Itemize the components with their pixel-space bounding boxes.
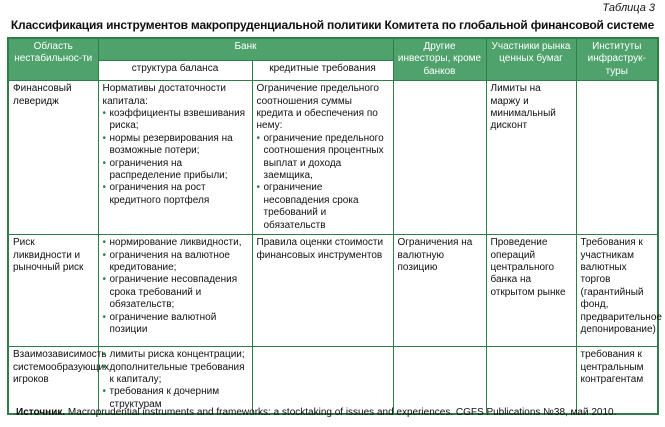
header-infrastructure: Институты инфраструк-туры xyxy=(576,38,658,81)
cell-credit xyxy=(252,235,393,347)
list-item: • ограничение несовпадения срока требований и обязательств; xyxy=(103,274,248,311)
table-row xyxy=(8,235,658,347)
list-item: • нормирование ликвидности, xyxy=(103,237,248,249)
list-item: • ограничения на рост кредитного портфеля xyxy=(103,182,248,207)
header-area: Область нестабильнос-ти xyxy=(8,38,98,81)
cell-securities xyxy=(486,347,576,415)
cell-area: Риск ликвидности и рыночный риск xyxy=(8,235,98,347)
cell-balance-intro: Нормативы достаточности капитала: xyxy=(102,83,226,107)
list-item: • дополнительные требования к капиталу; xyxy=(103,362,248,387)
cell-infrastructure xyxy=(576,81,658,235)
source-text: Macroprudential instruments and frameworks: a stocktaking of issues and experiences. CGFS Publications №38, май 2010. xyxy=(65,407,617,418)
cell-credit xyxy=(252,81,393,235)
header-securities-participants: Участники рынка ценных бумаг xyxy=(486,38,576,81)
table-row xyxy=(8,347,658,415)
table-row xyxy=(8,81,658,235)
list-item: • лимиты риска концентрации; xyxy=(103,349,248,361)
cell-area: Финансовый леверидж xyxy=(8,81,98,235)
source-label: Источник. xyxy=(16,407,66,418)
list-item: • требования к дочерним структурам xyxy=(103,386,248,411)
list-item: • ограничения на распределение прибыли; xyxy=(103,158,248,183)
header-balance-structure: структура баланса xyxy=(98,61,252,81)
classification-table xyxy=(7,37,662,415)
cell-balance xyxy=(98,81,252,235)
list-item: • ограничение валютной позиции xyxy=(103,312,248,337)
cell-area: Взаимозависимость системообразующих игроков xyxy=(8,347,98,415)
source-note xyxy=(16,407,616,418)
list-item: • коэффициенты взвешивания риска; xyxy=(103,108,248,133)
cell-investors xyxy=(393,347,486,415)
cell-investors xyxy=(393,81,486,235)
list-item: • нормы резервирования на возможные потери; xyxy=(103,133,248,158)
list-item: • ограничения на валютное кредитование; xyxy=(103,250,248,275)
cell-credit-intro: Ограничение предельного соотношения суммы кредита и обеспечения по нему: xyxy=(256,83,379,132)
cell-securities: Проведение операций центрального банка на открытом рынке xyxy=(486,235,576,347)
header-other-investors: Другие инвесторы, кроме банков xyxy=(393,38,486,81)
cell-infrastructure: Требования к участникам валютных торгов (гарантийный фонд, предварительное депонирование) xyxy=(576,235,658,347)
header-bank: Банк xyxy=(98,38,393,61)
cell-investors: Ограничения на валютную позицию xyxy=(393,235,486,347)
header-credit-requirements: кредитные требования xyxy=(252,61,393,81)
cell-infrastructure: требования к центральным контрагентам xyxy=(576,347,658,415)
table-number: Таблица 3 xyxy=(602,2,655,14)
list-item: • ограничение предельного соотношения процентных выплат и дохода заемщика, xyxy=(257,133,389,183)
list-item: • ограничение несовпадения срока требований и обязательств xyxy=(257,182,389,232)
cell-balance xyxy=(98,347,252,415)
cell-credit xyxy=(252,347,393,415)
table-title: Классификация инструментов макропруденциальной политики Комитета по глобальной финансовой системе xyxy=(10,18,655,32)
cell-balance xyxy=(98,235,252,347)
cell-securities: Лимиты на маржу и минимальный дисконт xyxy=(486,81,576,235)
cell-credit-intro: Правила оценки стоимости финансовых инструментов xyxy=(256,237,384,261)
